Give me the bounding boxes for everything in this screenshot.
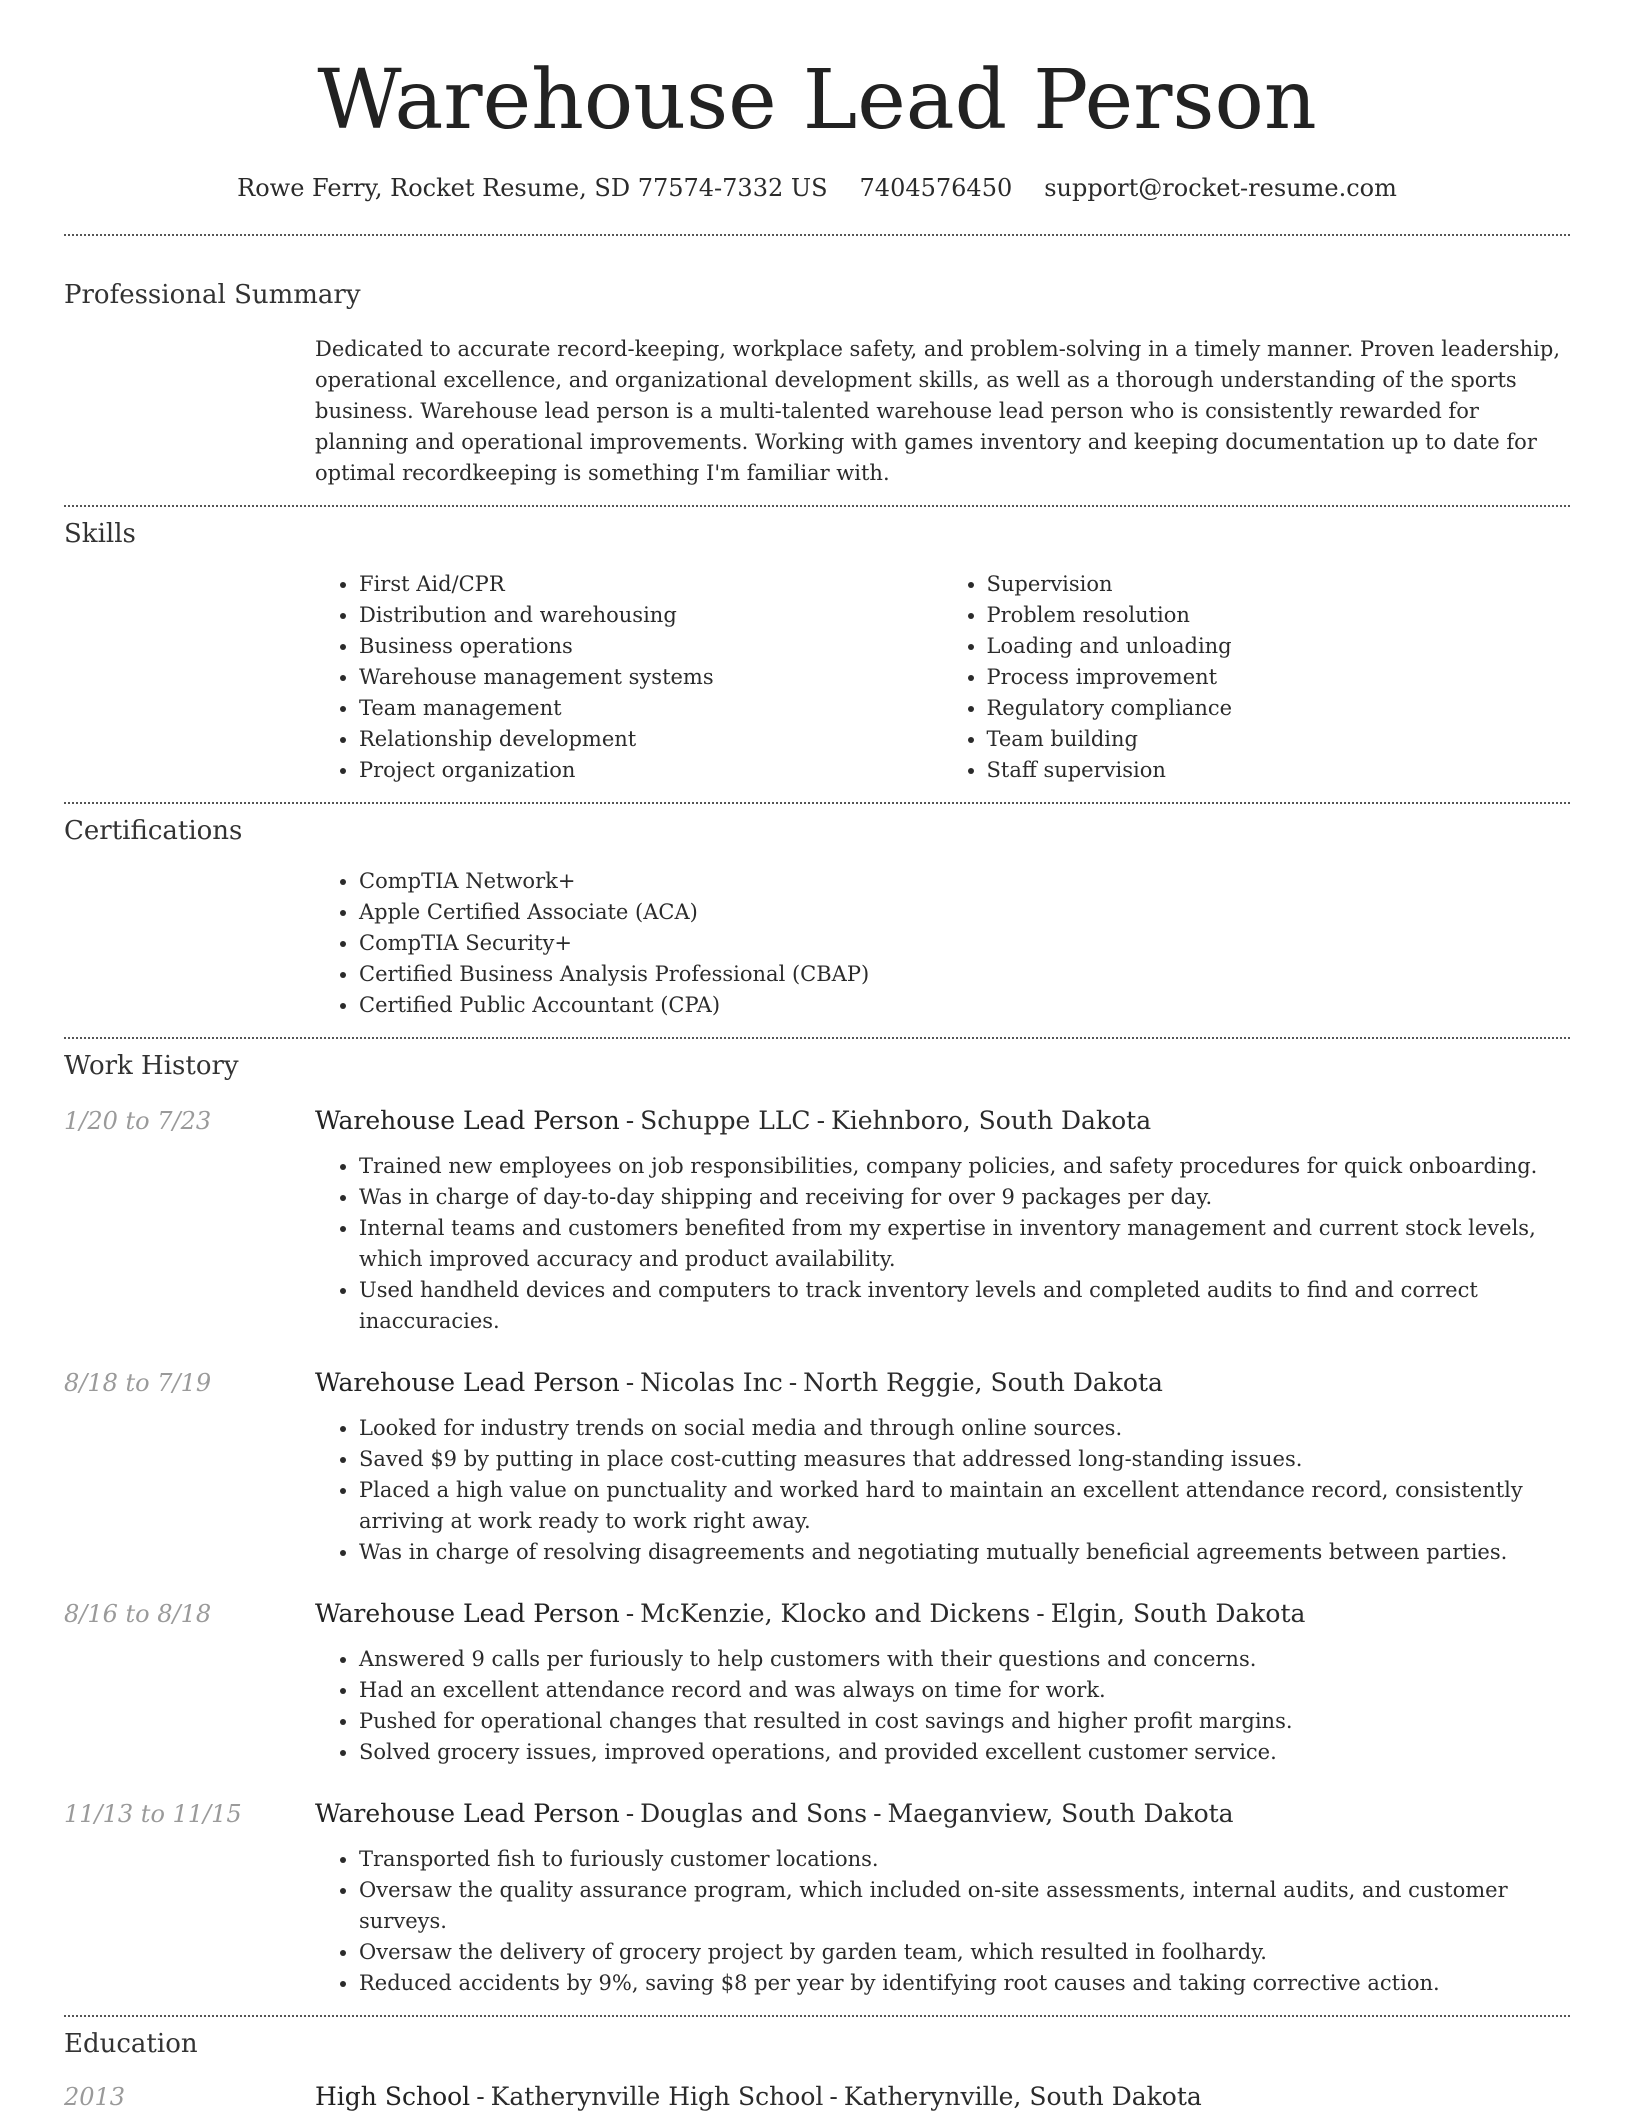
skill-item: • Loading and unloading <box>987 631 1571 662</box>
certifications-title: Certifications <box>64 816 243 846</box>
job-entry <box>64 1598 1570 1768</box>
job-bullets <box>315 1844 1570 1999</box>
section-divider <box>64 2015 1570 2017</box>
skills-list-left <box>315 569 943 786</box>
job-role: Warehouse Lead Person <box>315 1368 620 1397</box>
certifications-list <box>315 866 1570 1021</box>
job-bullet: • Had an excellent attendance record and was always on time for work. <box>359 1675 1570 1706</box>
candidate-name: Warehouse Lead Person <box>317 53 1317 148</box>
job-bullet: • Was in charge of day-to-day shipping and receiving for over 9 packages per day. <box>359 1182 1570 1213</box>
job-bullet: • Oversaw the quality assurance program, which included on-site assessments, internal audits, and customer surveys. <box>359 1875 1570 1937</box>
job-entry <box>64 1105 1570 1337</box>
skill-item: • Relationship development <box>359 724 943 755</box>
summary-section <box>64 280 1570 489</box>
section-divider <box>64 1037 1570 1039</box>
certification-item: • Apple Certified Associate (ACA) <box>359 897 1570 928</box>
skill-item: • Team management <box>359 693 943 724</box>
certifications-section <box>64 816 1570 1021</box>
job-bullet: • Reduced accidents by 9%, saving $8 per year by identifying root causes and taking corrective action. <box>359 1968 1570 1999</box>
job-bullet: • Transported fish to furiously customer locations. <box>359 1844 1570 1875</box>
work-history-section <box>64 1051 1570 1999</box>
job-dates: 11/13 to 11/15 <box>64 1800 242 1828</box>
job-location: Elgin, South Dakota <box>1050 1599 1306 1628</box>
skill-item: • Warehouse management systems <box>359 662 943 693</box>
job-heading: Warehouse Lead Person - Douglas and Sons - Maeganview, South Dakota <box>315 1799 1234 1828</box>
job-bullet: • Solved grocery issues, improved operations, and provided excellent customer service. <box>359 1737 1570 1768</box>
contact-email: support@rocket-resume.com <box>1044 174 1397 202</box>
job-bullets <box>315 1151 1570 1337</box>
job-bullet: • Internal teams and customers benefited from my expertise in inventory management and current stock levels, which improved accuracy and product availability. <box>359 1213 1570 1275</box>
job-bullet: • Looked for industry trends on social media and through online sources. <box>359 1413 1570 1444</box>
section-divider <box>64 234 1570 236</box>
job-dates: 8/18 to 7/19 <box>64 1369 212 1397</box>
skill-item: • First Aid/CPR <box>359 569 943 600</box>
skill-item: • Business operations <box>359 631 943 662</box>
skill-item: • Process improvement <box>987 662 1571 693</box>
contact-line <box>64 174 1570 202</box>
job-bullet: • Was in charge of resolving disagreements and negotiating mutually beneficial agreements between parties. <box>359 1537 1570 1568</box>
skill-item: • Team building <box>987 724 1571 755</box>
resume-page <box>64 0 1570 2113</box>
skill-item: • Staff supervision <box>987 755 1571 786</box>
job-role: Warehouse Lead Person <box>315 1106 620 1135</box>
work-history-title: Work History <box>64 1051 239 1081</box>
education-year: 2013 <box>64 2083 126 2111</box>
job-bullet: • Placed a high value on punctuality and worked hard to maintain an excellent attendance record, consistently arriving at work ready to work right away. <box>359 1475 1570 1537</box>
job-heading: Warehouse Lead Person - McKenzie, Klocko and Dickens - Elgin, South Dakota <box>315 1599 1306 1628</box>
job-role: Warehouse Lead Person <box>315 1599 620 1628</box>
summary-title: Professional Summary <box>64 280 361 310</box>
job-company: Douglas and Sons <box>640 1799 868 1828</box>
job-bullets <box>315 1413 1570 1568</box>
job-dates: 1/20 to 7/23 <box>64 1107 212 1135</box>
education-location: Katherynville, South Dakota <box>843 2082 1202 2111</box>
job-bullet: • Pushed for operational changes that resulted in cost savings and higher profit margins. <box>359 1706 1570 1737</box>
education-section <box>64 2029 1570 2113</box>
summary-text: Dedicated to accurate record-keeping, workplace safety, and problem-solving in a timely manner. Proven leadership, operational excellence, and organizational development skills, as well as a thorough understanding of the sports business. Warehouse lead person is a multi-talented warehouse lead person who is consistently rewarded for planning and operational improvements. Working with games inventory and keeping documentation up to date for optimal recordkeeping is something I'm familiar with. <box>315 337 1561 485</box>
certification-item: • Certified Business Analysis Professional (CBAP) <box>359 959 1570 990</box>
education-degree: High School <box>315 2082 471 2111</box>
job-location: Kiehnboro, South Dakota <box>831 1106 1152 1135</box>
contact-phone: 7404576450 <box>859 174 1013 202</box>
certification-item: • Certified Public Accountant (CPA) <box>359 990 1570 1021</box>
job-bullet: • Saved $9 by putting in place cost-cutting measures that addressed long-standing issues. <box>359 1444 1570 1475</box>
skill-item: • Distribution and warehousing <box>359 600 943 631</box>
skills-section <box>64 519 1570 786</box>
job-bullet: • Used handheld devices and computers to track inventory levels and completed audits to find and correct inaccuracies. <box>359 1275 1570 1337</box>
section-divider <box>64 802 1570 804</box>
job-heading: Warehouse Lead Person - Schuppe LLC - Kiehnboro, South Dakota <box>315 1106 1152 1135</box>
section-divider <box>64 505 1570 507</box>
job-entry <box>64 1798 1570 1999</box>
skills-title: Skills <box>64 519 136 549</box>
education-title: Education <box>64 2029 198 2059</box>
contact-address: Rowe Ferry, Rocket Resume, SD 77574-7332 US <box>237 174 828 202</box>
job-company: McKenzie, Klocko and Dickens <box>640 1599 1031 1628</box>
skill-item: • Supervision <box>987 569 1571 600</box>
job-location: North Reggie, South Dakota <box>803 1368 1163 1397</box>
skill-item: • Project organization <box>359 755 943 786</box>
job-company: Schuppe LLC <box>640 1106 811 1135</box>
certification-item: • CompTIA Network+ <box>359 866 1570 897</box>
job-entry <box>64 1367 1570 1568</box>
skills-list-right <box>943 569 1571 786</box>
job-bullet: • Answered 9 calls per furiously to help customers with their questions and concerns. <box>359 1644 1570 1675</box>
certification-item: • CompTIA Security+ <box>359 928 1570 959</box>
job-bullet: • Oversaw the delivery of grocery project by garden team, which resulted in foolhardy. <box>359 1937 1570 1968</box>
education-heading: High School - Katherynville High School - Katherynville, South Dakota <box>315 2082 1202 2111</box>
job-location: Maeganview, South Dakota <box>887 1799 1234 1828</box>
job-company: Nicolas Inc <box>640 1368 783 1397</box>
skill-item: • Regulatory compliance <box>987 693 1571 724</box>
job-bullet: • Trained new employees on job responsibilities, company policies, and safety procedures for quick onboarding. <box>359 1151 1570 1182</box>
education-entry <box>64 2081 1570 2113</box>
skill-item: • Problem resolution <box>987 600 1571 631</box>
job-heading: Warehouse Lead Person - Nicolas Inc - North Reggie, South Dakota <box>315 1368 1163 1397</box>
job-bullets <box>315 1644 1570 1768</box>
job-role: Warehouse Lead Person <box>315 1799 620 1828</box>
education-school: Katherynville High School <box>490 2082 824 2111</box>
job-dates: 8/16 to 8/18 <box>64 1600 212 1628</box>
